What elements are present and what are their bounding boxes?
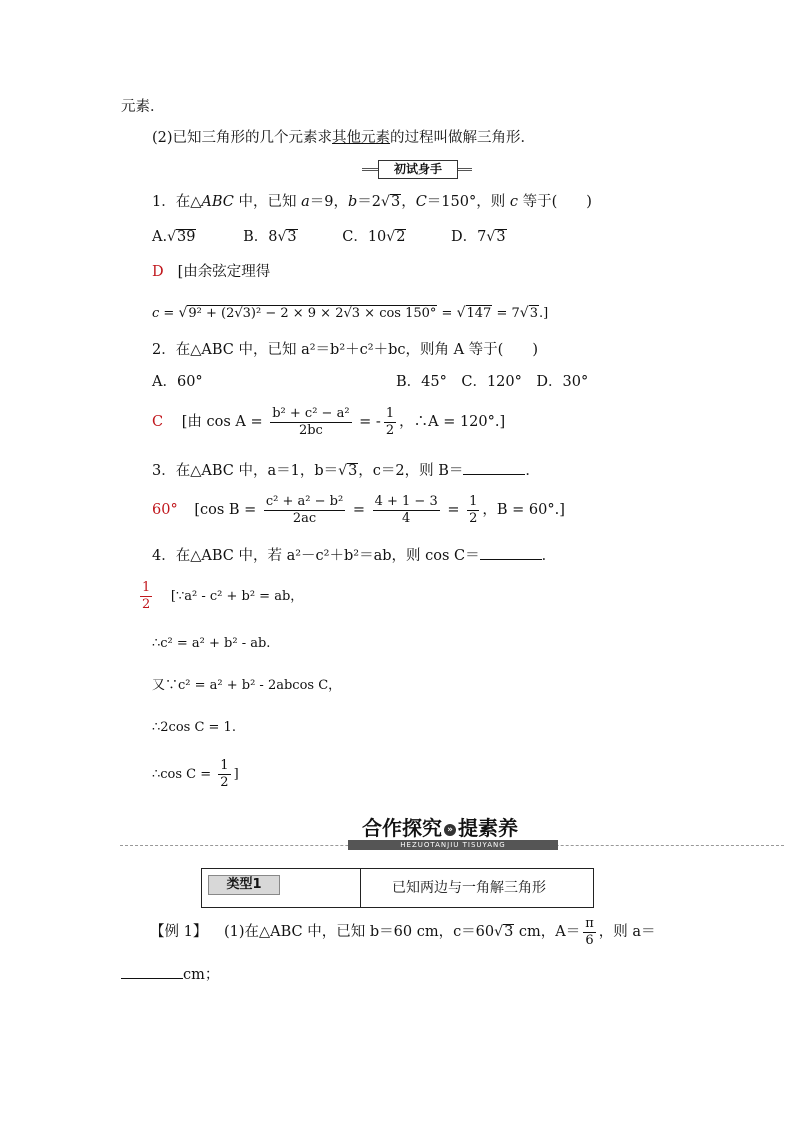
q1-answer: D [由余弦定理得 (152, 264, 271, 280)
answer-blank (480, 545, 542, 560)
answer-blank (121, 964, 183, 979)
answer-value: 60° (152, 502, 178, 518)
q4-step-4: ∴2cos C = 1. (152, 720, 236, 735)
question-4: 4．在△ABC 中，若 a²－c²＋b²＝ab，则 cos C＝ ． (152, 545, 556, 566)
q4-step-5: ∴cos C = $\frac{1}{2}$ ] (152, 758, 239, 790)
q3-answer: 60° [cos B = $\frac{\text{c² + a² − b²}}{2ac}$ = $\frac{4 + 1 - 3}{4}$ = $\frac{1}{2}$ ，B = 60°.] (152, 493, 565, 526)
q1-calculation: c = √9² + (2√3)² − 2 × 9 × 2√3 × cos 150° = √147 = 7√3.] (152, 305, 549, 321)
q4-step-2: ∴c² = a² + b² - ab. (152, 636, 271, 651)
type-box (201, 868, 594, 908)
type-title: 已知两边与一角解三角形 (392, 880, 546, 896)
section-header: 合作探究 » 提素养 HEZUOTANJIU TISUYANG (120, 812, 784, 852)
q1-options: A.√39 B．8√3 C．10√2 D．7√3 (152, 229, 506, 245)
underlined-term: 其他元素 (332, 130, 391, 146)
example-1-line-2: cm； (121, 964, 219, 985)
q2-option-a: A．60° (152, 374, 203, 390)
arrow-icon: » (444, 824, 456, 836)
intro-line-2: (2)已知三角形的几个元素求其他元素的过程叫做解三角形． (152, 130, 536, 146)
answer-letter: D (152, 264, 164, 280)
intro-line-1: 元素． (121, 99, 165, 115)
type-tag: 类型1 (208, 875, 280, 895)
example-1: 【例 1】 (1)在△ABC 中，已知 b＝60 cm，c＝60√3 cm，A＝ $\frac{\pi}{6}$ ，则 a＝ (150, 915, 656, 948)
q2-answer: C [由 cos A = $\frac{\text{b² + c² − a²}}{2bc}$ = - $\frac{1}{2}$ ，∴A = 120°.] (152, 405, 506, 438)
answer-blank (463, 460, 525, 475)
question-3: 3．在△ABC 中，a＝1，b＝√3，c＝2，则 B＝ ． (152, 460, 540, 481)
q2-options-bcd: B．45° C．120° D．30° (396, 374, 589, 390)
section-badge-warmup: 初试身手 (362, 160, 472, 178)
q4-step-3: 又∵c² = a² + b² - 2abcos C， (152, 678, 342, 693)
q4-answer: $\frac{1}{2}$ [∵a² - c² + b² = ab， (142, 579, 304, 612)
question-2: 2．在△ABC 中，已知 a²＝b²＋c²＋bc，则角 A 等于( ) (152, 342, 538, 358)
question-1: 1．在△ABC 中，已知 a＝9，b＝2√3，C＝150°，则 c 等于( ) (152, 194, 592, 210)
answer-letter: C (152, 414, 164, 430)
